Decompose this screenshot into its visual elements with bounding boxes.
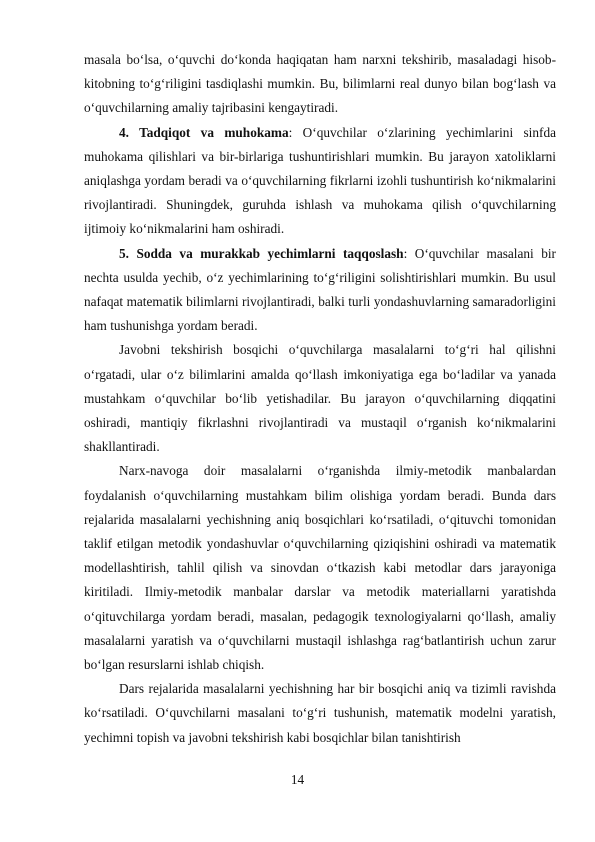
document-page [84, 48, 556, 750]
paragraph-6: Dars rejalarida masalalarni yechishning har bir bosqichi aniq va tizimli ravishda ko‘rsatiladi. O‘quvchilarni masalani to‘g‘ri tushunish, matematik modelni yaratish, yechimni topish va javobni tekshirish kabi bosqichlar bilan tanishtirish [84, 681, 556, 745]
paragraph-1: masala bo‘lsa, o‘quvchi do‘konda haqiqatan ham narxni tekshirib, masaladagi hisob-kitobning to‘g‘riligini tasdiqlashi mumkin. Bu, bilimlarni real dunyo bilan bog‘lash va o‘quvchilarning amaliy tajribasini kengaytiradi. [84, 52, 556, 116]
paragraph-2 [84, 121, 556, 242]
paragraph-2-heading: 4. Tadqiqot va muhokama [119, 124, 289, 140]
paragraph-3 [84, 242, 556, 339]
paragraph-2-text: : O‘quvchilar o‘zlarining yechimlarini sinfda muhokama qilishlari va bir-birlariga tushuntirishlari mumkin. Bu jarayon xatoliklarni aniqlashga yordam beradi va o‘quvchilarning fikrlarni izohli tushuntirish ko‘nikmalarini rivojlantiradi. Shuningdek, guruhda ishlash va muhokama qilish o‘quvchilarning ijtimoiy ko‘nikmalarini ham oshiradi. [84, 124, 556, 237]
paragraph-5: Narx-navoga doir masalalarni o‘rganishda ilmiy-metodik manbalardan foydalanish o‘quvchilarning mustahkam bilim olishiga yordam beradi. Bunda dars rejalarida masalalarni yechishning aniq bosqichlari ko‘rsatiladi, o‘qituvchi tomonidan taklif etilgan metodik yondashuvlar o‘quvchilarning qiziqishini oshiradi va matematik modellashtirish, tahlil qilish va sinovdan o‘tkazish kabi metodlar dars jarayoniga kiritiladi. Ilmiy-metodik manbalar darslar va metodik materiallarni yaratishda o‘qituvchilarga yordam beradi, masalan, pedagogik texnologiyalarni qo‘llash, amaliy masalalarni yaratish va o‘quvchilarni mustaqil ishlashga rag‘batlantirish uchun zarur bo‘lgan resurslarni ishlab chiqish. [84, 463, 556, 673]
paragraph-3-text: : O‘quvchilar masalani bir nechta usulda yechib, o‘z yechimlarining to‘g‘riligini solishtirishlari mumkin. Bu usul nafaqat matematik bilimlarni rivojlantiradi, balki turli yondashuvlarning samaradorligini ham tushunishga yordam beradi. [84, 245, 556, 334]
page-number: 14 [290, 772, 305, 787]
paragraph-3-heading: 5. Sodda va murakkab yechimlarni taqqoslash [119, 245, 404, 261]
paragraph-4: Javobni tekshirish bosqichi o‘quvchilarga masalalarni to‘g‘ri hal qilishni o‘rgatadi, ular o‘z bilimlarini amalda qo‘llash imkoniyatiga ega bo‘ladilar va yanada mustahkam o‘quvchilar bo‘lib yetishadilar. Bu jarayon o‘quvchilarning diqqatini oshiradi, mantiqiy fikrlashni rivojlantiradi va mustaqil o‘rganish ko‘nikmalarini shakllantiradi. [84, 342, 556, 455]
